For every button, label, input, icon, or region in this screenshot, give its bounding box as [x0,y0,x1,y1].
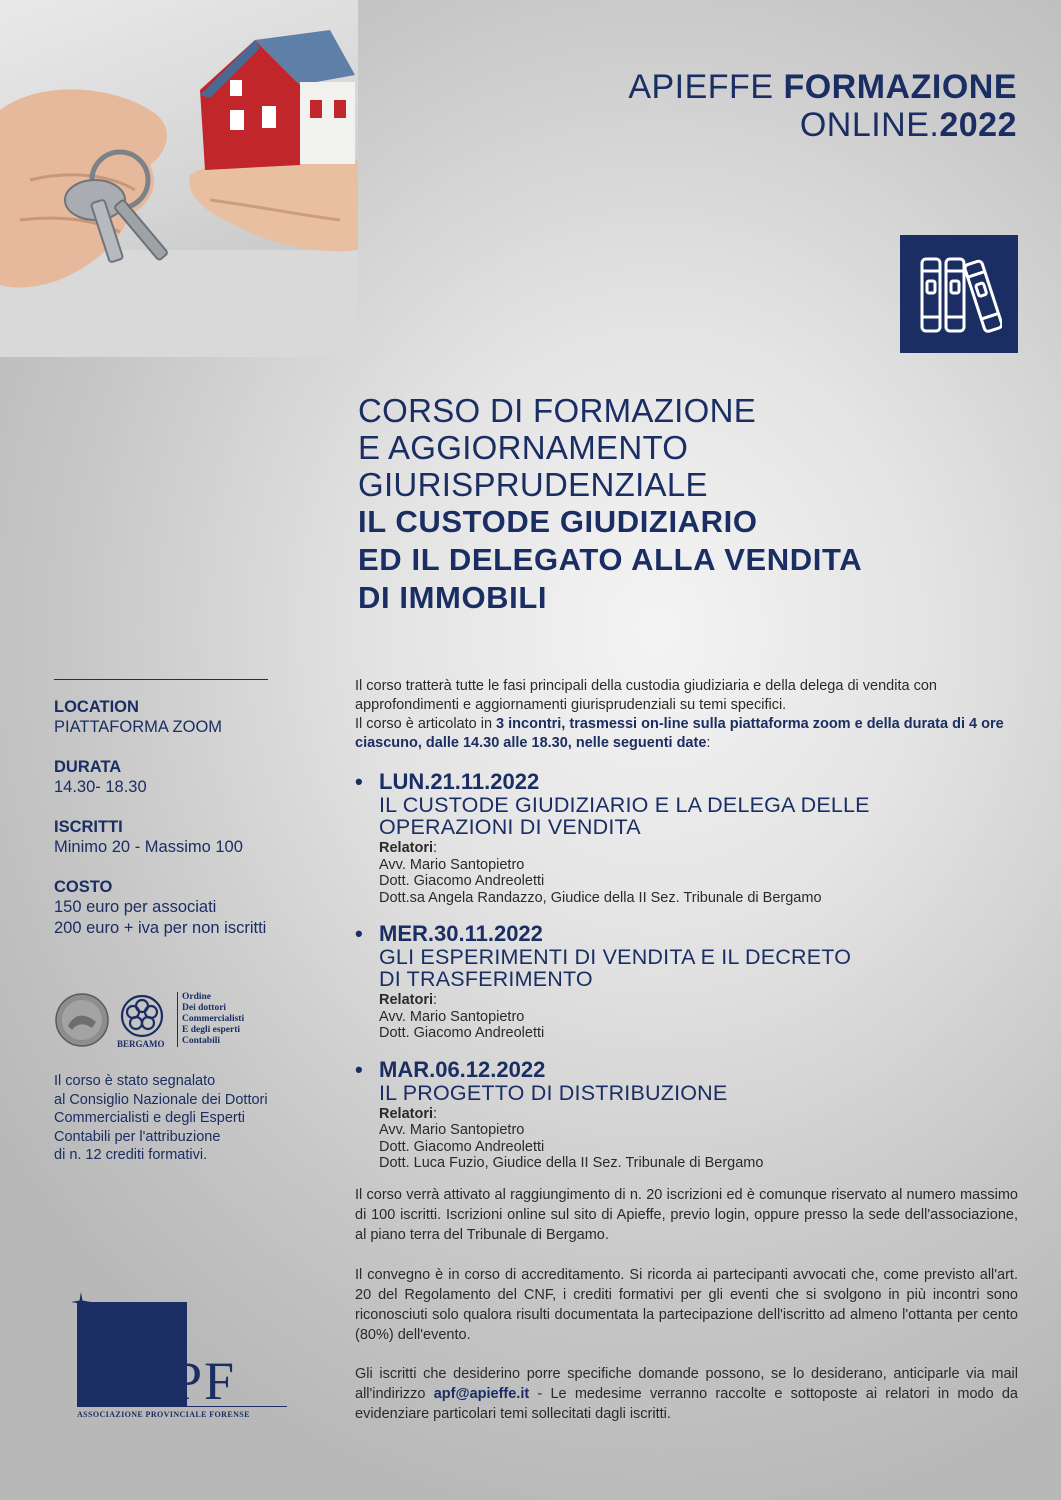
event-title-line: IL PROGETTO DI DISTRIBUZIONE [379,1080,728,1105]
title-line-3: GIURISPRUDENZIALE [358,466,708,503]
title-bold-line-3: DI IMMOBILI [358,580,548,615]
odc-city: BERGAMO [117,1039,165,1049]
speaker: Dott. Giacomo Andreoletti [379,1025,545,1041]
course-title [358,392,1018,617]
speaker: Avv. Mario Santopietro [379,1008,525,1025]
odc-line-2: Dei dottori [182,1003,227,1013]
title-line-2: E AGGIORNAMENTO [358,429,689,466]
odc-line-3: Commercialisti [182,1014,245,1024]
odc-logos [54,992,284,1052]
duration-block [54,757,314,798]
odc-line-4: E degli esperti [182,1025,241,1035]
odc-text [177,992,244,1047]
intro-post: : [706,735,711,751]
sidebar-divider [54,679,268,680]
speakers-label: Relatori: [379,840,438,856]
odc-line-1: Ordine [182,992,212,1002]
note-line-4: Contabili per l'attribuzione [54,1128,221,1145]
enrolled-value: Minimo 20 - Massimo 100 [54,838,243,856]
location-label: LOCATION [54,698,139,716]
title-line-1: CORSO DI FORMAZIONE [358,392,757,429]
title-bold-line-2: ED IL DELEGATO ALLA VENDITA [358,542,863,577]
brand-sub-bold: 2022 [939,106,1017,144]
duration-value: 14.30- 18.30 [54,778,147,796]
accreditation-paragraph: Il convegno è in corso di accreditamento. Si ricorda ai partecipanti avvocati che, come previsto all'art. 20 del Regolamento del CNF, i crediti formativi per gli eventi che si svolgono in più incontri sono riconosciuti solo qualora risulti documentata la partecipazione dell'iscritto ad almeno l'ottanta per cento (80%) dell'evento. [355,1267,1018,1343]
event-date: MER.30.11.2022 [379,921,543,946]
brand-bold: FORMAZIONE [783,68,1017,106]
speaker: Dott. Giacomo Andreoletti [379,1138,545,1155]
cost-line-2: 200 euro + iva per non iscritti [54,919,267,937]
enrolled-block [54,817,314,858]
events-list [355,770,1018,1188]
apf-subtitle: ASSOCIAZIONE PROVINCIALE FORENSE [77,1410,250,1419]
cost-line-1: 150 euro per associati [54,898,217,916]
apf-letters: APF [131,1351,237,1411]
cost-label: COSTO [54,878,113,896]
title-bold-line-1: IL CUSTODE GIUDIZIARIO [358,504,758,539]
cost-block [54,877,314,939]
activation-paragraph: Il corso verrà attivato al raggiungimento di n. 20 iscrizioni ed è comunque riservato al numero massimo di 100 iscritti. Iscrizioni online sul sito di Apieffe, previo login, oppure presso la sede dell'associazione, al piano terra del Tribunale di Bergamo. [355,1187,1018,1243]
intro-paragraph-1: Il corso tratterà tutte le fasi principali della custodia giudiziaria e della delega di vendita con approfondimenti e aggiornamenti giurisprudenziali su temi specifici. [355,678,937,713]
intro-text [355,677,1018,753]
intro-paragraph-2 [355,715,1018,753]
enrolled-label: ISCRITTI [54,818,123,836]
seal-logo [54,992,110,1048]
odc-line-5: Contabili [182,1036,221,1046]
books-icon [916,251,1002,337]
email-link[interactable]: apf@apieffe.it [433,1386,530,1402]
event-date: LUN.21.11.2022 [379,769,540,794]
event-bullet: • [355,1056,363,1082]
speaker: Dott. Giacomo Andreoletti [379,873,545,889]
event-bullet: • [355,769,363,794]
event-item [355,922,1018,1042]
event-title-line: DI TRASFERIMENTO [379,967,593,991]
apf-underline [77,1406,287,1407]
house-keys-illustration [0,0,358,357]
questions-pre: Gli iscritti che desiderino porre specifiche domande possono, se lo desiderano, anticiparle via mail all'indirizzo [355,1366,1018,1402]
questions-paragraph [355,1364,1018,1424]
event-bullet: • [355,921,363,946]
questions-post: - Le medesime verranno raccolte e sottoposte ai relatori in modo da evidenziare particolari temi sollecitati dagli iscritti. [355,1386,1018,1422]
speakers-label: Relatori: [379,992,438,1008]
note-line-2: al Consiglio Nazionale dei Dottori [54,1091,268,1108]
odc-emblem-logo [118,992,166,1040]
location-block [54,697,314,738]
note-line-5: di n. 12 crediti formativi. [54,1147,208,1163]
note-line-1: Il corso è stato segnalato [54,1073,216,1089]
event-item [355,1058,1018,1172]
hero-photo [0,0,358,357]
credits-note [54,1072,304,1165]
intro-highlight: 3 incontri, trasmessi on-line sulla piattaforma zoom e della durata di 4 ore ciascuno, dalle 14.30 alle 18.30, nelle seguenti date [355,716,1004,751]
event-date: MAR.06.12.2022 [379,1056,546,1082]
location-value: PIATTAFORMA ZOOM [54,718,223,736]
event-title-line: IL CUSTODE GIUDIZIARIO E LA DELEGA DELLE [379,793,870,817]
brand-light: APIEFFE [628,68,784,106]
speaker: Dott. Luca Fuzio, Giudice della II Sez. Tribunale di Bergamo [379,1155,764,1171]
speaker: Avv. Mario Santopietro [379,1122,525,1138]
speaker: Avv. Mario Santopietro [379,856,525,873]
sidebar-info [54,697,314,958]
brand-sub-light: ONLINE. [799,106,940,144]
event-title-line: OPERAZIONI DI VENDITA [379,815,641,839]
speaker: Dott.sa Angela Randazzo, Giudice della II Sez. Tribunale di Bergamo [379,889,822,906]
intro-pre: Il corso è articolato in [355,716,497,732]
apf-logo [77,1296,287,1420]
note-line-3: Commercialisti e degli Esperti [54,1110,245,1126]
books-icon-box [900,235,1018,353]
brand-header [628,68,1017,144]
event-title-line: GLI ESPERIMENTI DI VENDITA E IL DECRETO [379,945,852,969]
duration-label: DURATA [54,758,122,776]
event-item [355,770,1018,906]
speakers-label: Relatori: [379,1105,438,1122]
